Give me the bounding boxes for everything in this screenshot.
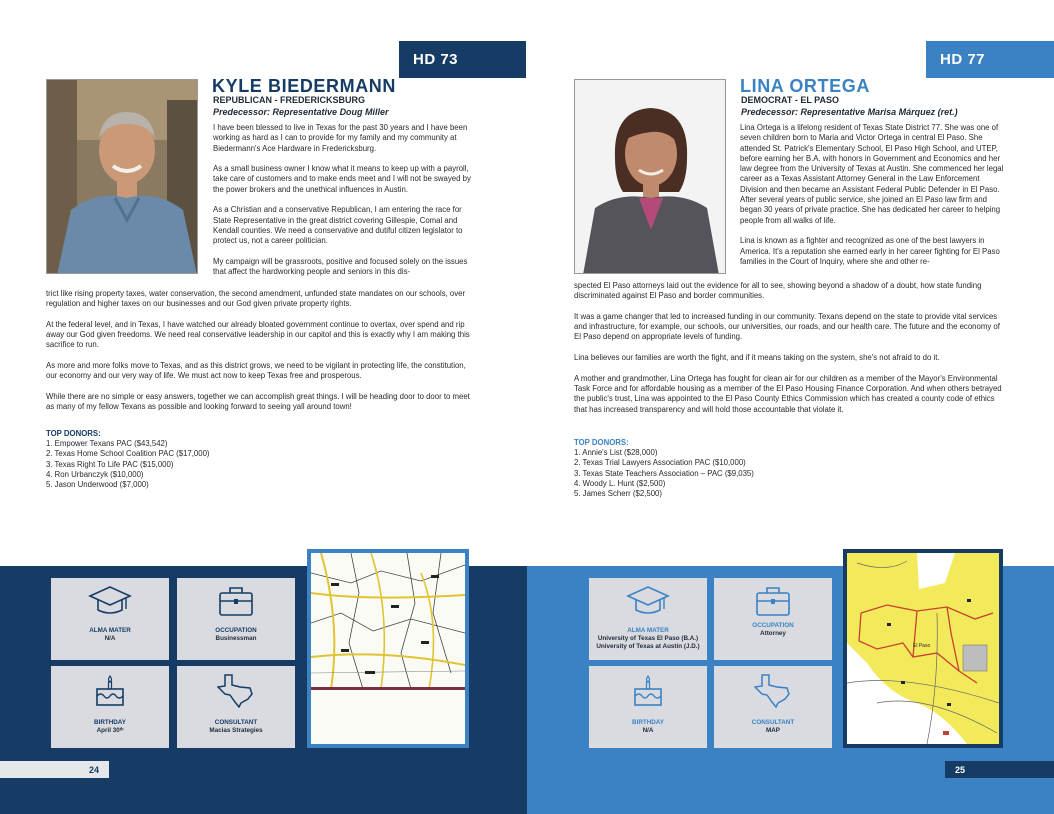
card-value: N/A [104,635,116,642]
alma-mater-card [589,578,707,660]
page-number: 25 [945,761,1054,778]
bio-paragraph: Lina is known as a fighter and recognized as one of the best lawyers in America. It's a reputation she earned early in her career fighting for El Paso families in the Court of Inquiry, where she and other re- [740,236,1000,266]
bio-paragraph: spected El Paso attorneys laid out the evidence for all to see, showing beyond a shadow of a doubt, how state funding discriminated against El Paso and border communities. [574,281,982,301]
candidate-party: DEMOCRAT - EL PASO [741,95,840,105]
donor-item: 5. James Scherr ($2,500) [574,489,662,499]
birthday-card [51,666,169,748]
candidate-photo [46,79,198,274]
texas-icon [177,672,295,708]
donors-heading: TOP DONORS: [46,429,101,438]
graduation-cap-icon [51,584,169,618]
candidate-party: REPUBLICAN - FREDERICKSBURG [213,95,366,105]
card-label: CONSULTANT [214,719,258,726]
card-value: N/A [642,727,654,734]
bio-paragraph: Lina Ortega is a lifelong resident of Texas State District 77. She was one of seven children born to Maria and Victor Ortega in central El Paso. She attended St. Patrick's Elementary School, El Paso High School, and UTEP, before earning her B.A. with honors in Government and Economics and her law degree from the University of Texas at Austin. She commenced her legal career as a Texas Assistant Attorney General in the Law Enforcement Division and then became an Assistant Federal Public Defender in El Paso. After several years of public service, she joined an El Paso law firm and began 30 years of private practice. She has dedicated her career to helping people from all walks of life. [740,123,1004,225]
donors-heading: TOP DONORS: [574,438,629,447]
bio-paragraph: As a Christian and a conservative Republican, I am entering the race for State Representative in the great district covering Gillespie, Comal and Kendall counties. We need a conservative and dutiful citizen legislator to protect us, not a career politician. [213,205,463,246]
occupation-card [714,578,832,660]
bio-paragraph: At the federal level, and in Texas, I have watched our already bloated government continue to overtax, over spend and rip away our God given freedoms. We need real conservative leadership in our capitol and this is exactly why I am making this sacrifice to run. [46,319,470,350]
donor-item: 2. Texas Trial Lawyers Association PAC ($10,000) [574,458,746,468]
bio-paragraph: While there are no simple or easy answers, together we can accomplish great things. I will be heading door to door to meet as many of my fellow Texans as possible and looking forward to seeing yall around town! [46,391,470,412]
donor-item: 4. Woody L. Hunt ($2,500) [574,478,666,488]
top-donors [574,438,754,499]
card-value: University of Texas El Paso (B.A.) [597,635,699,642]
texas-icon [714,672,832,708]
donor-item: 2. Texas Home School Coalition PAC ($17,000) [46,449,210,459]
bio-paragraph: As more and more folks move to Texas, and as this district grows, we need to be vigilant in protecting life, the constitution, our economy and our very way of life. We must act now to keep Texas free and prosperous. [46,361,466,381]
card-value: Attorney [760,630,786,637]
card-value: Macias Strategies [209,727,263,734]
donor-item: 4. Ron Urbanczyk ($10,000) [46,469,144,479]
bio-paragraph: trict like rising property taxes, water conservation, the second amendment, unfunded state mandates on our schools, over regulation and higher taxes on our businesses and our God given private property rights. [46,289,466,309]
card-label: OCCUPATION [752,622,794,629]
graduation-cap-icon [589,584,707,618]
bio-paragraph: It was a game changer that led to increased funding in our community. Texans depend on the state to provide vital services and infrastructure, for example, our schools, our universities, our roads, and our health care. The future and the economy of El Paso depend on appropriate levels of funding. [574,311,1000,342]
birthday-card [589,666,707,748]
candidate-photo [574,79,726,274]
candidate-name: LINA ORTEGA [740,76,870,96]
card-label: BIRTHDAY [94,719,126,726]
card-label: ALMA MATER [89,627,131,634]
bio-full-width [46,289,476,423]
donor-item: 3. Texas Right To Life PAC ($15,000) [46,459,174,469]
card-label: CONSULTANT [751,719,795,726]
bio-paragraph: As a small business owner I know what it means to keep up with a payroll, take care of customers and to make ends meet and I will not be swayed by the power brokers and the unethical influences in Austin. [213,164,471,194]
donor-item: 3. Texas State Teachers Association – PAC ($9,035) [574,468,754,478]
cake-icon [589,672,707,708]
candidate-name: KYLE BIEDERMANN [212,76,397,96]
candidate-predecessor: Predecessor: Representative Marisa Márquez (ret.) [741,107,958,117]
consultant-card [177,666,295,748]
briefcase-icon [714,584,832,618]
donor-item: 5. Jason Underwood ($7,000) [46,480,149,490]
page-number: 24 [0,761,109,778]
alma-mater-card [51,578,169,660]
card-label: ALMA MATER [627,627,669,634]
cake-icon [51,672,169,708]
page-right [527,0,1054,814]
donor-item: 1. Empower Texans PAC ($43,542) [46,439,168,449]
card-label: OCCUPATION [215,627,257,634]
district-tab: HD 73 [399,41,526,78]
briefcase-icon [177,584,295,618]
bio-full-width [574,281,1004,425]
bio-paragraph: A mother and grandmother, Lina Ortega has fought for clean air for our children as a member of the Mayor's Environmental Task Force and for affordable housing as a member of the El Paso Housing Finance Corporation. And when others betrayed the public's trust, Lina was appointed to the El Paso County Ethics Commission which has created a county code of ethics that has increased transparency and will hold those accountable that violate it. [574,373,1002,414]
consultant-card [714,666,832,748]
donor-item: 1. Annie's List ($28,000) [574,448,658,458]
card-value: MAP [766,727,780,734]
candidate-predecessor: Predecessor: Representative Doug Miller [213,107,389,117]
card-label: BIRTHDAY [632,719,664,726]
bio-column [213,123,477,288]
map-city-label: El Paso [913,643,931,649]
district-map [843,549,1003,748]
district-tab: HD 77 [926,41,1054,78]
card-value: April 30ᵗʰ [96,727,124,734]
bio-paragraph: Lina believes our families are worth the fight, and if it means taking on the system, she's not afraid to do it. [574,353,940,363]
top-donors [46,429,210,490]
bio-column [740,123,1004,277]
card-value: University of Texas at Austin (J.D.) [596,643,700,650]
occupation-card [177,578,295,660]
district-map [307,549,469,748]
card-value: Businessman [215,635,257,642]
bio-paragraph: My campaign will be grassroots, positive and focused solely on the issues that affect the hardworking people and seniors in this dis- [213,256,468,277]
bio-paragraph: I have been blessed to live in Texas for the past 30 years and I have been working as hard as I can to provide for my family and my community at Biedermann's Ace Hardware in Fredericksburg. [213,123,468,153]
